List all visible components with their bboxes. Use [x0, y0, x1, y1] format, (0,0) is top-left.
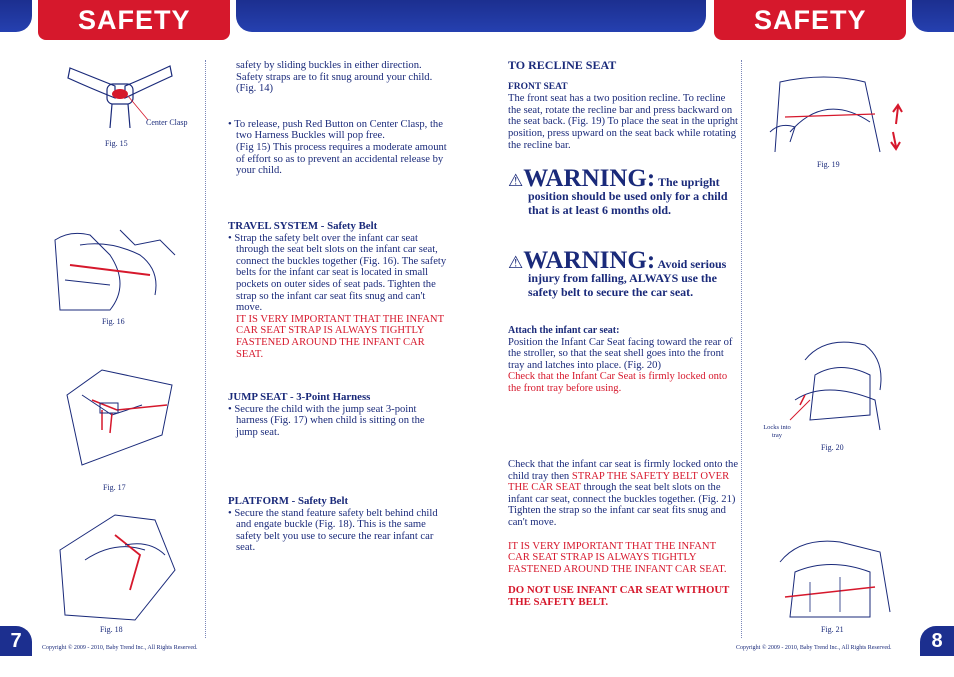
front-seat-title: FRONT SEAT	[508, 81, 568, 92]
check-section	[508, 459, 740, 609]
header-title-right	[714, 0, 906, 40]
check-paragraph	[508, 459, 740, 529]
header-bar-center	[236, 0, 706, 32]
column-divider-right	[741, 60, 742, 638]
left-text-column	[228, 60, 448, 177]
header-bar-left-edge	[0, 0, 32, 32]
copyright-right: Copyright © 2009 - 2010, Baby Trend Inc., All Rights Reserved.	[736, 645, 892, 651]
platform-bullet: • Secure the stand feature safety belt behind child and engate buckle (Fig. 18). This is the same safety belt you use to secure the rear infant car seat.	[228, 507, 438, 554]
fig16-illustration	[50, 225, 180, 315]
warning-1-rest: position should be used only for a child that is at least 6 months old.	[528, 189, 728, 217]
page-number-right: 8	[920, 626, 954, 656]
release-paragraph: (Fig 15) This process requires a moderate amount of effort so as to prevent an accidental release by your child.	[236, 141, 447, 177]
warning-1-inline: The upright	[658, 175, 720, 189]
attach-text: Position the Infant Car Seat facing toward the rear of the stroller, so that the seat shell goes into the front tray and latches into place. (Fig. 20)	[508, 336, 733, 371]
page-number-left: 7	[0, 626, 32, 656]
recline-section	[508, 60, 738, 151]
fig19-caption: Fig. 19	[817, 160, 840, 169]
column-divider-left	[205, 60, 206, 638]
jump-seat-section	[228, 392, 448, 438]
recline-title: TO RECLINE SEAT	[508, 58, 617, 72]
warning-title-1: WARNING:	[523, 165, 656, 192]
attach-red-text: Check that the Infant Car Seat is firmly locked onto the front tray before using.	[508, 371, 728, 394]
warning-block-1	[508, 165, 740, 217]
jump-seat-bullet: • Secure the child with the jump seat 3-point harness (Fig. 17) when child is sitting on the jump seat.	[228, 403, 425, 438]
warning-2-rest: injury from falling, ALWAYS use the safety belt to secure the car seat.	[528, 271, 717, 299]
jump-seat-title: JUMP SEAT - 3-Point Harness	[228, 391, 371, 403]
fig18-caption: Fig. 18	[100, 625, 123, 634]
header-title-left	[38, 0, 230, 40]
travel-system-title: TRAVEL SYSTEM - Safety Belt	[228, 220, 378, 232]
warning-title-2: WARNING:	[523, 247, 656, 274]
important-warning: IT IS VERY IMPORTANT THAT THE INFANT CAR SEAT STRAP IS ALWAYS TIGHTLY FASTENED AROUND THE INFANT CAR SEAT.	[508, 540, 727, 575]
attach-title: Attach the infant car seat:	[508, 325, 620, 336]
fig17-illustration	[62, 365, 177, 475]
copyright-left: Copyright © 2009 - 2010, Baby Trend Inc., All Rights Reserved.	[42, 645, 198, 651]
page-title-right: SAFETY	[754, 4, 867, 35]
travel-system-bullet: • Strap the safety belt over the infant car seat through the seat belt slots on the infant car seat, connect the buckles together (Fig. 16). The safety belts for the infant car seat is located in small pockets on outer sides of seat pads. Tighten the strap so the infant car seat fits snug and can't move.	[228, 232, 447, 314]
fig21-illustration	[770, 532, 900, 622]
warning-triangle-icon: ⚠	[508, 171, 524, 190]
fig21-caption: Fig. 21	[821, 625, 844, 634]
fig20-illustration	[785, 330, 895, 435]
fig16-caption: Fig. 16	[102, 317, 125, 326]
buckle-paragraph: safety by sliding buckles in either direction. Safety straps are to fit snug around your child. (Fig. 14)	[236, 60, 433, 95]
check-text-a: Check that the infant car seat is firmly locked onto the child tray then	[508, 459, 739, 482]
travel-system-warning: IT IS VERY IMPORTANT THAT THE INFANT CAR SEAT STRAP IS ALWAYS TIGHTLY FASTENED AROUND THE INFANT CAR SEAT.	[236, 313, 444, 360]
page-title-left: SAFETY	[78, 4, 191, 35]
check-red-text: STRAP THE SAFETY BELT OVER THE CAR SEAT	[508, 470, 730, 494]
platform-title: PLATFORM - Safety Belt	[228, 495, 349, 507]
fig19-illustration	[765, 72, 905, 160]
release-bullet: • To release, push Red Button on Center Clasp, the two Harness Buckles will pop free.	[228, 118, 443, 142]
fig18-illustration	[55, 510, 180, 622]
fig17-caption: Fig. 17	[103, 483, 126, 492]
center-clasp-label: Center Clasp	[146, 118, 188, 127]
travel-system-section	[228, 221, 448, 360]
attach-section	[508, 325, 740, 395]
warning-block-2	[508, 247, 744, 299]
check-text-b: through the seat belt slots on the infant car seat, connect the buckles together. (Fig. 21) Tighten the strap so the infant car seat fits snug and can't move.	[508, 482, 736, 528]
header-bar-right-edge	[912, 0, 954, 32]
platform-section	[228, 496, 448, 554]
locks-label: Locks into tray	[763, 424, 791, 439]
fig15-caption: Fig. 15	[105, 139, 128, 148]
fig20-caption: Fig. 20	[821, 443, 844, 452]
warning-2-inline: Avoid serious	[657, 257, 727, 271]
front-seat-text: The front seat has a two position recline. To recline the seat, rotate the recline bar and press backward on the seat back. (Fig. 19) To place the seat in the upright position, press upward on the seat back while rotating the recline bar.	[508, 93, 738, 151]
warning-triangle-icon: ⚠	[508, 253, 524, 272]
do-not-warning: DO NOT USE INFANT CAR SEAT WITHOUT THE SAFETY BELT.	[508, 584, 730, 608]
